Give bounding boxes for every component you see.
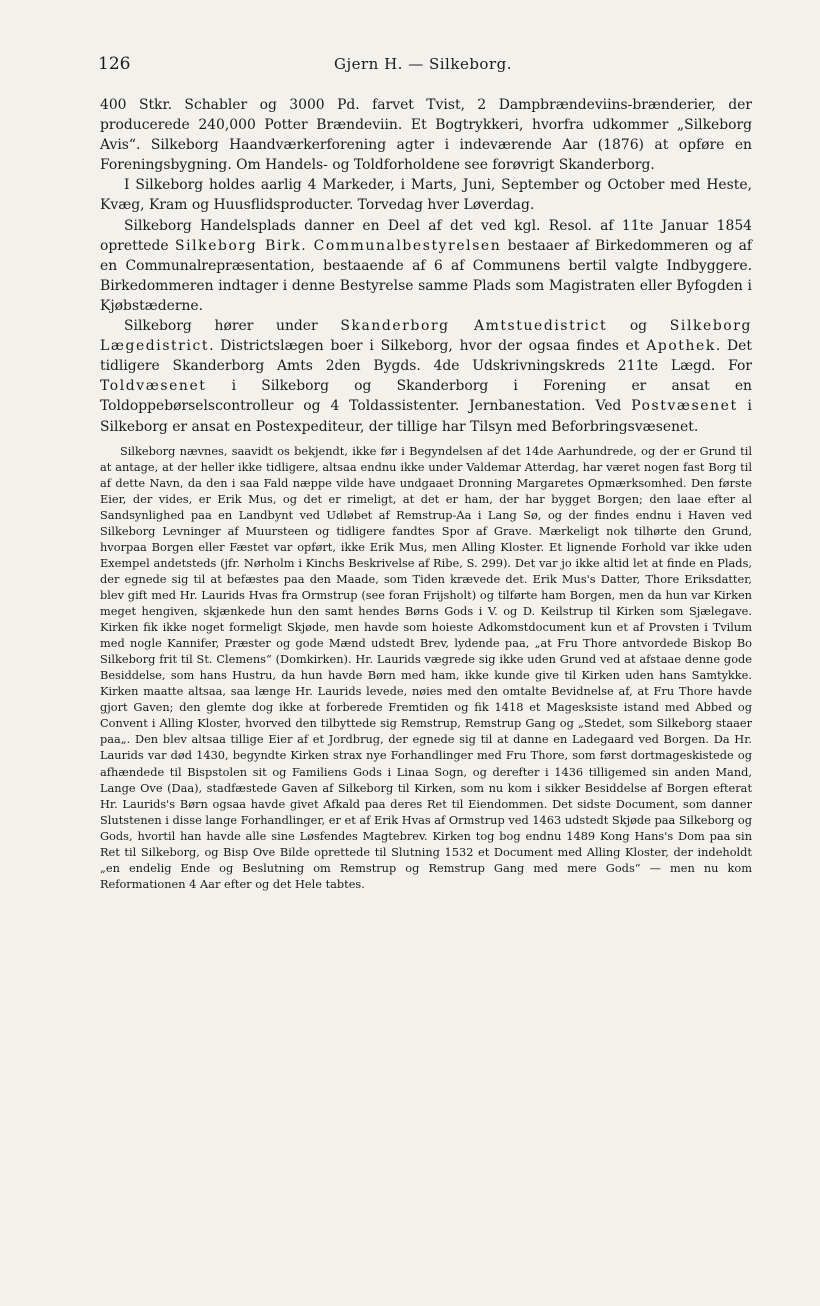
paragraph-districts bbox=[100, 316, 752, 437]
paragraph-trade: 400 Stkr. Schabler og 3000 Pd. farvet Tvist, 2 Dampbrændeviins-brænderier, der producerede 240,000 Potter Brændeviin. Et Bogtrykkeri, hvorfra udkommer „Silkeborg Avis“. Silkeborg Haandværkerforening agter i indeværende Aar (1876) at opføre en Foreningsbygning. Om Handels- og Toldforholdene see forøvrigt Skanderborg. bbox=[100, 97, 752, 174]
spaced-term: Silkeborg Birk. bbox=[174, 237, 308, 254]
text-run: og bbox=[607, 318, 670, 335]
paragraph-administration bbox=[100, 216, 752, 316]
spaced-term: Communalbestyrelsen bbox=[313, 237, 502, 254]
text-run: i Silkeborg og Skanderborg i Forening er ansat en Toldoppebørselscontrolleur og 4 Toldassistenter. Jernbanestation. Ved bbox=[100, 378, 752, 415]
spaced-term: Silkeborg Lægedistrict bbox=[100, 318, 753, 355]
body-text bbox=[100, 95, 752, 892]
history-footnote: Silkeborg nævnes, saavidt os bekjendt, ikke før i Begyndelsen af det 14de Aarhundrede, og der er Grund til at antage, at der heller ikke tidligere, altsaa endnu ikke under Valdemar Atterdag, har været nogen fast Borg til af dette Navn, da den i saa Fald næppe vilde have undgaaet Dronning Margaretes Opmærksomhed. Den første Eier, der vides, er Erik Mus, og det er rimeligt, at det er ham, der har bygget Borgen; den laae efter al Sandsynlighed paa en Landbynt ved Udløbet af Remstrup-Aa i Lang Sø, og der findes endnu i Haven ved Silkeborg Levninger af Muursteen og tidligere fandtes Spor af Grave. Mærkeligt nok tilhørte den Grund, hvorpaa Borgen eller Fæstet var opført, ikke Erik Mus, men Alling Kloster. Et lignende Forhold var ikke uden Exempel andetsteds (jfr. Nørholm i Kinchs Beskrivelse af Ribe, S. 299). Det var jo ikke altid let at finde en Plads, der egnede sig til at befæstes paa den Maade, som Tiden krævede det. Erik Mus's Datter, Thore Eriksdatter, blev gift med Hr. Laurids Hvas fra Ormstrup (see foran Frijsholt) og tilførte ham Borgen, men da hun var Kirken meget hengiven, skjænkede hun den samt hendes Børns Gods i V. og D. Keilstrup til Kirken som Sjælegave. Kirken fik ikke noget formeligt Skjøde, men havde som hoieste Adkomstdocument kun et af Provsten i Tvilum med nogle Kannifer, Præster og gode Mænd udstedt Brev, lydende paa, „at Fru Thore antvordede Biskop Bo Silkeborg frit til St. Clemens“ (Domkirken). Hr. Laurids vægrede sig ikke uden Grund ved at afstaae denne gode Besiddelse, som hans Hustru, da hun havde Børn med ham, ikke kunde give til Kirken uden hans Samtykke. Kirken maatte altsaa, saa længe Hr. Laurids levede, nøies med den omtalte Bevidnelse af, at Fru Thore havde gjort Gaven; den glemte dog ikke at forberede Fremtiden og fik 1418 et Magesksiste istand med Abbed og Convent i Alling Kloster, hvorved den tilbyttede sig Remstrup, Remstrup Gang og „Stedet, som Silkeborg staaer paa„. Den blev altsaa tillige Eier af et Jordbrug, der egnede sig til at danne en Ladegaard ved Borgen. Da Hr. Laurids var død 1430, begyndte Kirken strax nye Forhandlinger med Fru Thore, som først dortmageskistede og afhændede til Bispstolen sit og Familiens Gods i Linaa Sogn, og derefter i 1436 tilligemed sin anden Mand, Lange Ove (Dаa), stadfæstede Gaven af Silkeborg til Kirken, som nu kom i sikker Besiddelse af Borgen efterat Hr. Laurids's Børn ogsaa havde givet Afkald paa deres Ret til Eiendommen. Det sidste Document, som danner Slutstenen i disse lange Forhandlinger, er et af Erik Hvas af Ormstrup ved 1463 udstedt Skjøde paa Silkeborg og Gods, hvortil han havde alle sine Løsfendes Magtebrev. Kirken tog bog endnu 1489 Kong Hans's Dom paa sin Ret til Silkeborg, og Bisp Ove Bilde oprettede til Slutning 1532 et Document med Alling Kloster, der indeholdt „en endelig Ende og Beslutning om Remstrup og Remstrup Gang med mere Gods“ — men nu kom Reformationen 4 Aar efter og det Hele tabtes. bbox=[100, 443, 752, 891]
spaced-term: Skanderborg Amtstuedistrict bbox=[340, 318, 608, 335]
running-head: Gjern H. — Silkeborg. bbox=[333, 55, 512, 73]
text-run: i Silkeborg er ansat en Postexpediteur, der tillige har Tilsyn med Beforbringsvæsenet. bbox=[100, 398, 752, 435]
text-run: . Det tidligere Skanderborg Amts 2den Bygds. 4de Udskrivningskreds 211te Lægd. For bbox=[100, 338, 752, 375]
spaced-term: Apothek bbox=[646, 338, 716, 355]
paragraph-markets: I Silkeborg holdes aarlig 4 Markeder, i Marts, Juni, September og October med Heste, Kvæg, Kram og Huusflidsproducter. Torvedag hver Løverdag. bbox=[100, 177, 752, 214]
page-number: 126 bbox=[98, 54, 131, 74]
spaced-term: Postvæsenet bbox=[631, 398, 738, 415]
text-run: Silkeborg hører under bbox=[124, 318, 341, 335]
page-header bbox=[98, 54, 748, 82]
text-run: bestaaer af Birkedommeren og af en Communalrepræsentation, bestaaende af 6 af Communens bertil valgte Indbyggere. Birkedommeren indtager i denne Bestyrelse samme Plads som Magistraten eller Byfogden i Kjøbstæderne. bbox=[100, 237, 753, 314]
spaced-term: Toldvæsenet bbox=[100, 378, 207, 395]
text-run: . Districtslægen boer i Silkeborg, hvor der ogsaa findes et bbox=[209, 338, 647, 355]
text-run: Silkeborg Handelsplads danner en Deel af det ved kgl. Resol. af 11te Januar 1854 oprettede bbox=[100, 217, 752, 254]
